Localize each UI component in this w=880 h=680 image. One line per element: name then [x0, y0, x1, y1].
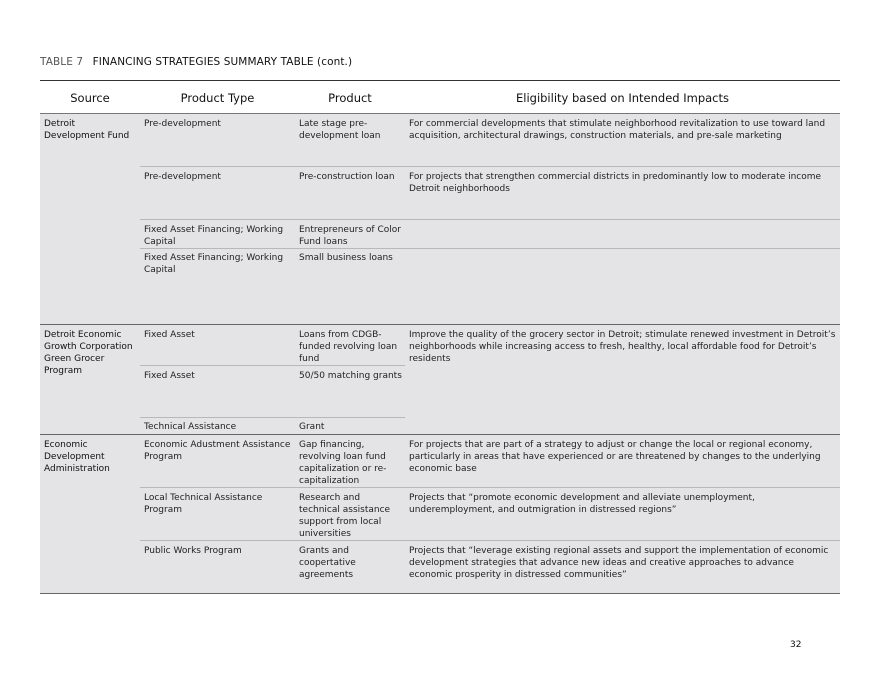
product-type-cell: Technical Assistance	[144, 422, 237, 432]
eligibility-cell: For projects that are part of a strategy to adjust or change the local or regional economy, particularly in areas that have experienced or are threatened by changes to the underlying economic base	[409, 440, 821, 474]
page-number: 32	[790, 640, 802, 650]
financing-table	[40, 80, 840, 594]
product-type-cell: Fixed Asset Financing; Working Capital	[144, 253, 284, 275]
eligibility-cell: For commercial developments that stimulate neighborhood revitalization to use toward land acquisition, architectural drawings, construction materials, and pre-sale marketing	[409, 119, 826, 141]
row-divider	[140, 417, 405, 418]
table-number: TABLE 7	[40, 56, 84, 68]
source-cell: Economic Development Administration	[44, 440, 110, 474]
row-divider	[140, 365, 405, 366]
row-divider	[140, 166, 840, 167]
product-cell: Entrepreneurs of Color Fund loans	[299, 225, 401, 247]
header-product: Product	[328, 91, 372, 105]
product-type-cell: Pre-development	[144, 172, 221, 182]
product-cell: Grants and coopertative agreements	[299, 546, 356, 580]
table-header	[40, 80, 840, 114]
table-title: FINANCING STRATEGIES SUMMARY TABLE (cont.)	[92, 56, 353, 68]
product-type-cell: Pre-development	[144, 119, 221, 129]
row-divider	[140, 540, 840, 541]
product-cell: Grant	[299, 422, 325, 432]
product-cell: Small business loans	[299, 253, 393, 263]
product-cell: Research and technical assistance support from local universities	[299, 493, 391, 539]
product-type-cell: Fixed Asset Financing; Working Capital	[144, 225, 284, 247]
product-type-cell: Fixed Asset	[144, 330, 195, 340]
header-product-type: Product Type	[180, 91, 255, 105]
product-cell: 50/50 matching grants	[299, 371, 402, 381]
row-divider	[140, 487, 840, 488]
eligibility-cell: Projects that “promote economic development and alleviate unemployment, underemployment, and outmigration in distressed regions”	[409, 493, 755, 515]
eligibility-cell: For projects that strengthen commercial districts in predominantly low to moderate income Detroit neighborhoods	[409, 172, 822, 194]
section-green-grocer-program	[40, 325, 840, 435]
header-eligibility: Eligibility based on Intended Impacts	[515, 91, 729, 105]
product-type-cell: Public Works Program	[144, 546, 242, 556]
source-cell: Detroit Economic Growth Corporation Green Grocer Program	[44, 330, 133, 376]
row-divider	[140, 219, 840, 220]
product-cell: Late stage pre-development loan	[299, 119, 381, 141]
product-type-cell: Economic Adustment Assistance Program	[144, 440, 291, 462]
product-cell: Loans from CDGB-funded revolving loan fund	[299, 330, 398, 364]
section-economic-development-administration	[40, 435, 840, 594]
source-cell: Detroit Development Fund	[44, 119, 130, 141]
product-type-cell: Local Technical Assistance Program	[144, 493, 263, 515]
product-cell: Pre-construction loan	[299, 172, 395, 182]
table-caption	[40, 56, 352, 68]
eligibility-cell: Projects that “leverage existing regional assets and support the implementation of economic development strategies that advance new ideas and creative approaches to advance economic prosperity in distressed communities”	[409, 546, 829, 580]
section-detroit-development-fund	[40, 114, 840, 325]
eligibility-cell: Improve the quality of the grocery sector in Detroit; stimulate renewed investment in Detroit’s neighborhoods while increasing access to fresh, healthy, local affordable food for Detroit’s residents	[409, 330, 836, 364]
product-type-cell: Fixed Asset	[144, 371, 195, 381]
row-divider	[140, 248, 840, 249]
product-cell: Gap financing, revolving loan fund capitalization or re-capitalization	[299, 440, 387, 486]
header-source: Source	[70, 91, 110, 105]
